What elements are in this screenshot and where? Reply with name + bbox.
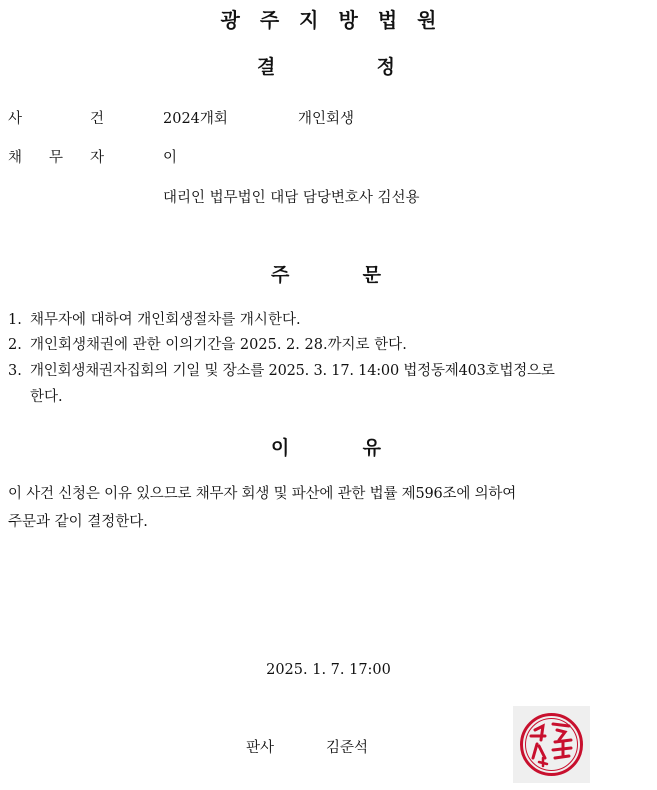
document-type-heading [257,52,395,79]
document-type-char: 정 [376,56,395,78]
legal-agent: 대리인 법무법인 대담 담당변호사 김선용 [163,190,420,206]
order-item [8,333,648,354]
case-label [8,107,104,128]
seal-icon [513,706,590,783]
judge-name: 김준석 [326,740,369,756]
decision-date: 2025. 1. 7. 17:00 [266,662,391,678]
debtor-label-char: 무 [48,150,63,166]
case-type: 개인회생 [298,111,355,127]
court-seal [513,706,590,783]
order-item-text: 개인회생채권에 관한 이의기간을 2025. 2. 28.까지로 한다. [30,337,407,353]
order-item [8,359,648,380]
reason-heading [271,433,381,460]
case-label-char: 사 [8,111,23,127]
reason-heading-char: 유 [362,437,381,459]
order-heading-char: 문 [362,264,381,286]
court-title-char: 광 [220,8,240,32]
debtor-name: 이 [163,150,178,166]
judge-title: 판사 [246,740,275,756]
order-item-text: 채무자에 대하여 개인회생절차를 개시한다. [30,312,301,328]
order-heading [271,260,381,287]
order-item-number: 3. [8,363,22,379]
case-number: 2024개회 [163,111,228,127]
order-item [8,308,648,329]
order-item-text: 개인회생채권자집회의 기일 및 장소를 2025. 3. 17. 14:00 법정동제403호법정으로 [30,363,555,379]
court-title-char: 지 [299,8,319,32]
reason-heading-char: 이 [271,437,290,459]
case-label-char: 건 [89,111,104,127]
reason-text-line: 이 사건 신청은 이유 있으므로 채무자 회생 및 파산에 관한 법률 제596조에 의하여 [8,486,516,502]
document-type-char: 결 [257,56,276,78]
debtor-label [8,146,104,167]
debtor-label-char: 채 [8,150,23,166]
order-item-continuation: 한다. [30,389,63,405]
court-title-char: 주 [259,8,280,32]
order-item-number: 1. [8,312,22,328]
order-item-number: 2. [8,337,22,353]
court-title [0,4,657,33]
order-heading-char: 주 [271,264,290,286]
court-title-char: 원 [417,8,437,32]
debtor-label-char: 자 [89,150,104,166]
court-title-char: 법 [377,8,398,32]
reason-text-line: 주문과 같이 결정한다. [8,514,148,530]
court-title-char: 방 [338,8,358,32]
